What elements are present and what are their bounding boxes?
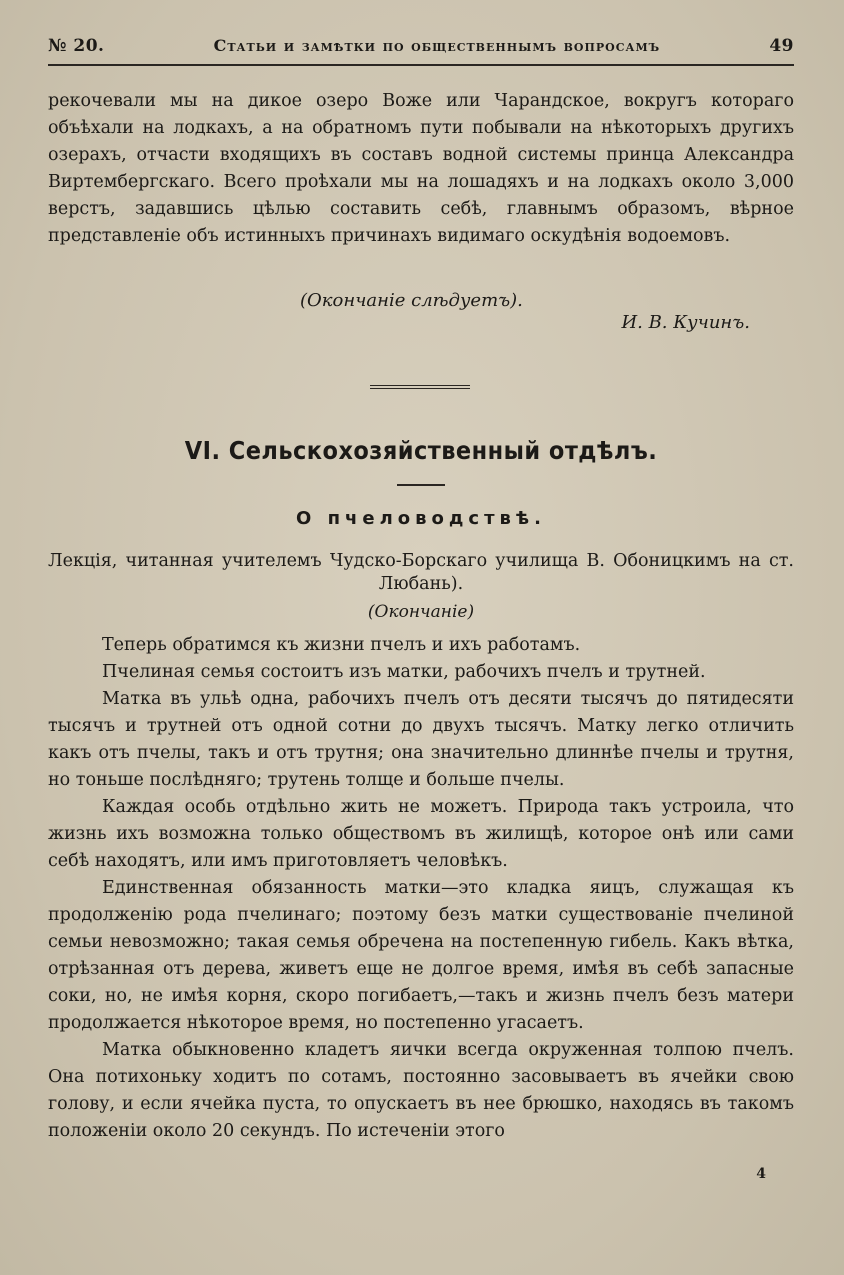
- continuation-paragraph: [48, 88, 794, 250]
- header-rule: [48, 64, 794, 66]
- ending-note: (Окончаніе слѣдуетъ).: [300, 290, 523, 311]
- divider-rule: [370, 385, 470, 391]
- paragraph: Пчелиная семья состоитъ изъ матки, рабочихъ пчелъ и трутней.: [102, 662, 706, 682]
- running-head: [48, 36, 794, 56]
- paragraph: Каждая особь отдѣльно жить не можетъ. Природа такъ устроила, что жизнь ихъ возможна только обществомъ въ жилищѣ, которое онѣ или сами себѣ находятъ, или имъ приготовляетъ человѣкъ.: [48, 797, 794, 871]
- lecture-note: Лекція, читанная учителемъ Чудско-Борскаго училища В. Обоницкимъ на ст. Любань).: [48, 551, 794, 594]
- paragraph: Теперь обратимся къ жизни пчелъ и ихъ работамъ.: [102, 635, 581, 655]
- section-rule: [397, 484, 445, 486]
- paragraph: Единственная обязанность матки—это кладка яицъ, служащая къ продолженію рода пчелинаго; поэтому безъ матки существованіе пчелиной семьи невозможно; такая семья обречена на постепенную гибель. Какъ вѣтка, отрѣзанная отъ дерева, живетъ еще не долгое время, имѣя въ себѣ запасные соки, но, не имѣя корня, скоро погибаетъ,—такъ и жизнь пчелъ безъ матери продолжается нѣкоторое время, но постепенно угасаетъ.: [48, 878, 794, 1033]
- paragraph: Матка обыкновенно кладетъ яички всегда окруженная толпою пчелъ. Она потихоньку ходитъ по сотамъ, постоянно засовываетъ въ ячейки свою голову, и если ячейка пуста, то опускаетъ въ нее брюшко, находясь въ такомъ положеніи около 20 секундъ. По истеченіи этого: [48, 1040, 794, 1141]
- article-title: О пчеловодствѣ.: [296, 508, 546, 529]
- article-body: [48, 632, 794, 1145]
- running-title: Статьи и замѣтки по общественнымъ вопросамъ: [213, 36, 661, 55]
- issue-number: № 20.: [48, 36, 105, 56]
- author-signature: И. В. Кучинъ.: [621, 312, 750, 333]
- section-title: VI. Сельскохозяйственный отдѣлъ.: [184, 436, 658, 465]
- paragraph: Матка въ ульѣ одна, рабочихъ пчелъ отъ десяти тысячъ до пятидесяти тысячъ и трутней отъ одной сотни до двухъ тысячъ. Матку легко отличить какъ отъ пчелы, такъ и отъ трутня; она значительно длиннѣе пчелы и трутня, но тоньше послѣдняго; трутень толще и больше пчелы.: [48, 689, 794, 790]
- continuation-text: рекочевали мы на дикое озеро Воже или Чарандское, вокругъ котораго объѣхали на лодкахъ, а на обратномъ пути побывали на нѣкоторыхъ другихъ озерахъ, отчасти входящихъ въ составъ водной системы принца Александра Виртембергскаго. Всего проѣхали мы на лошадяхъ и на лодкахъ около 3,000 верстъ, задавшись цѣлью составить себѣ, главнымъ образомъ, вѣрное представленіе объ истинныхъ причинахъ видимаго оскудѣнія водоемовъ.: [48, 91, 794, 246]
- page-number: 49: [769, 36, 794, 56]
- article-subtitle: (Окончаніе): [367, 602, 475, 622]
- signature-mark: 4: [756, 1166, 766, 1182]
